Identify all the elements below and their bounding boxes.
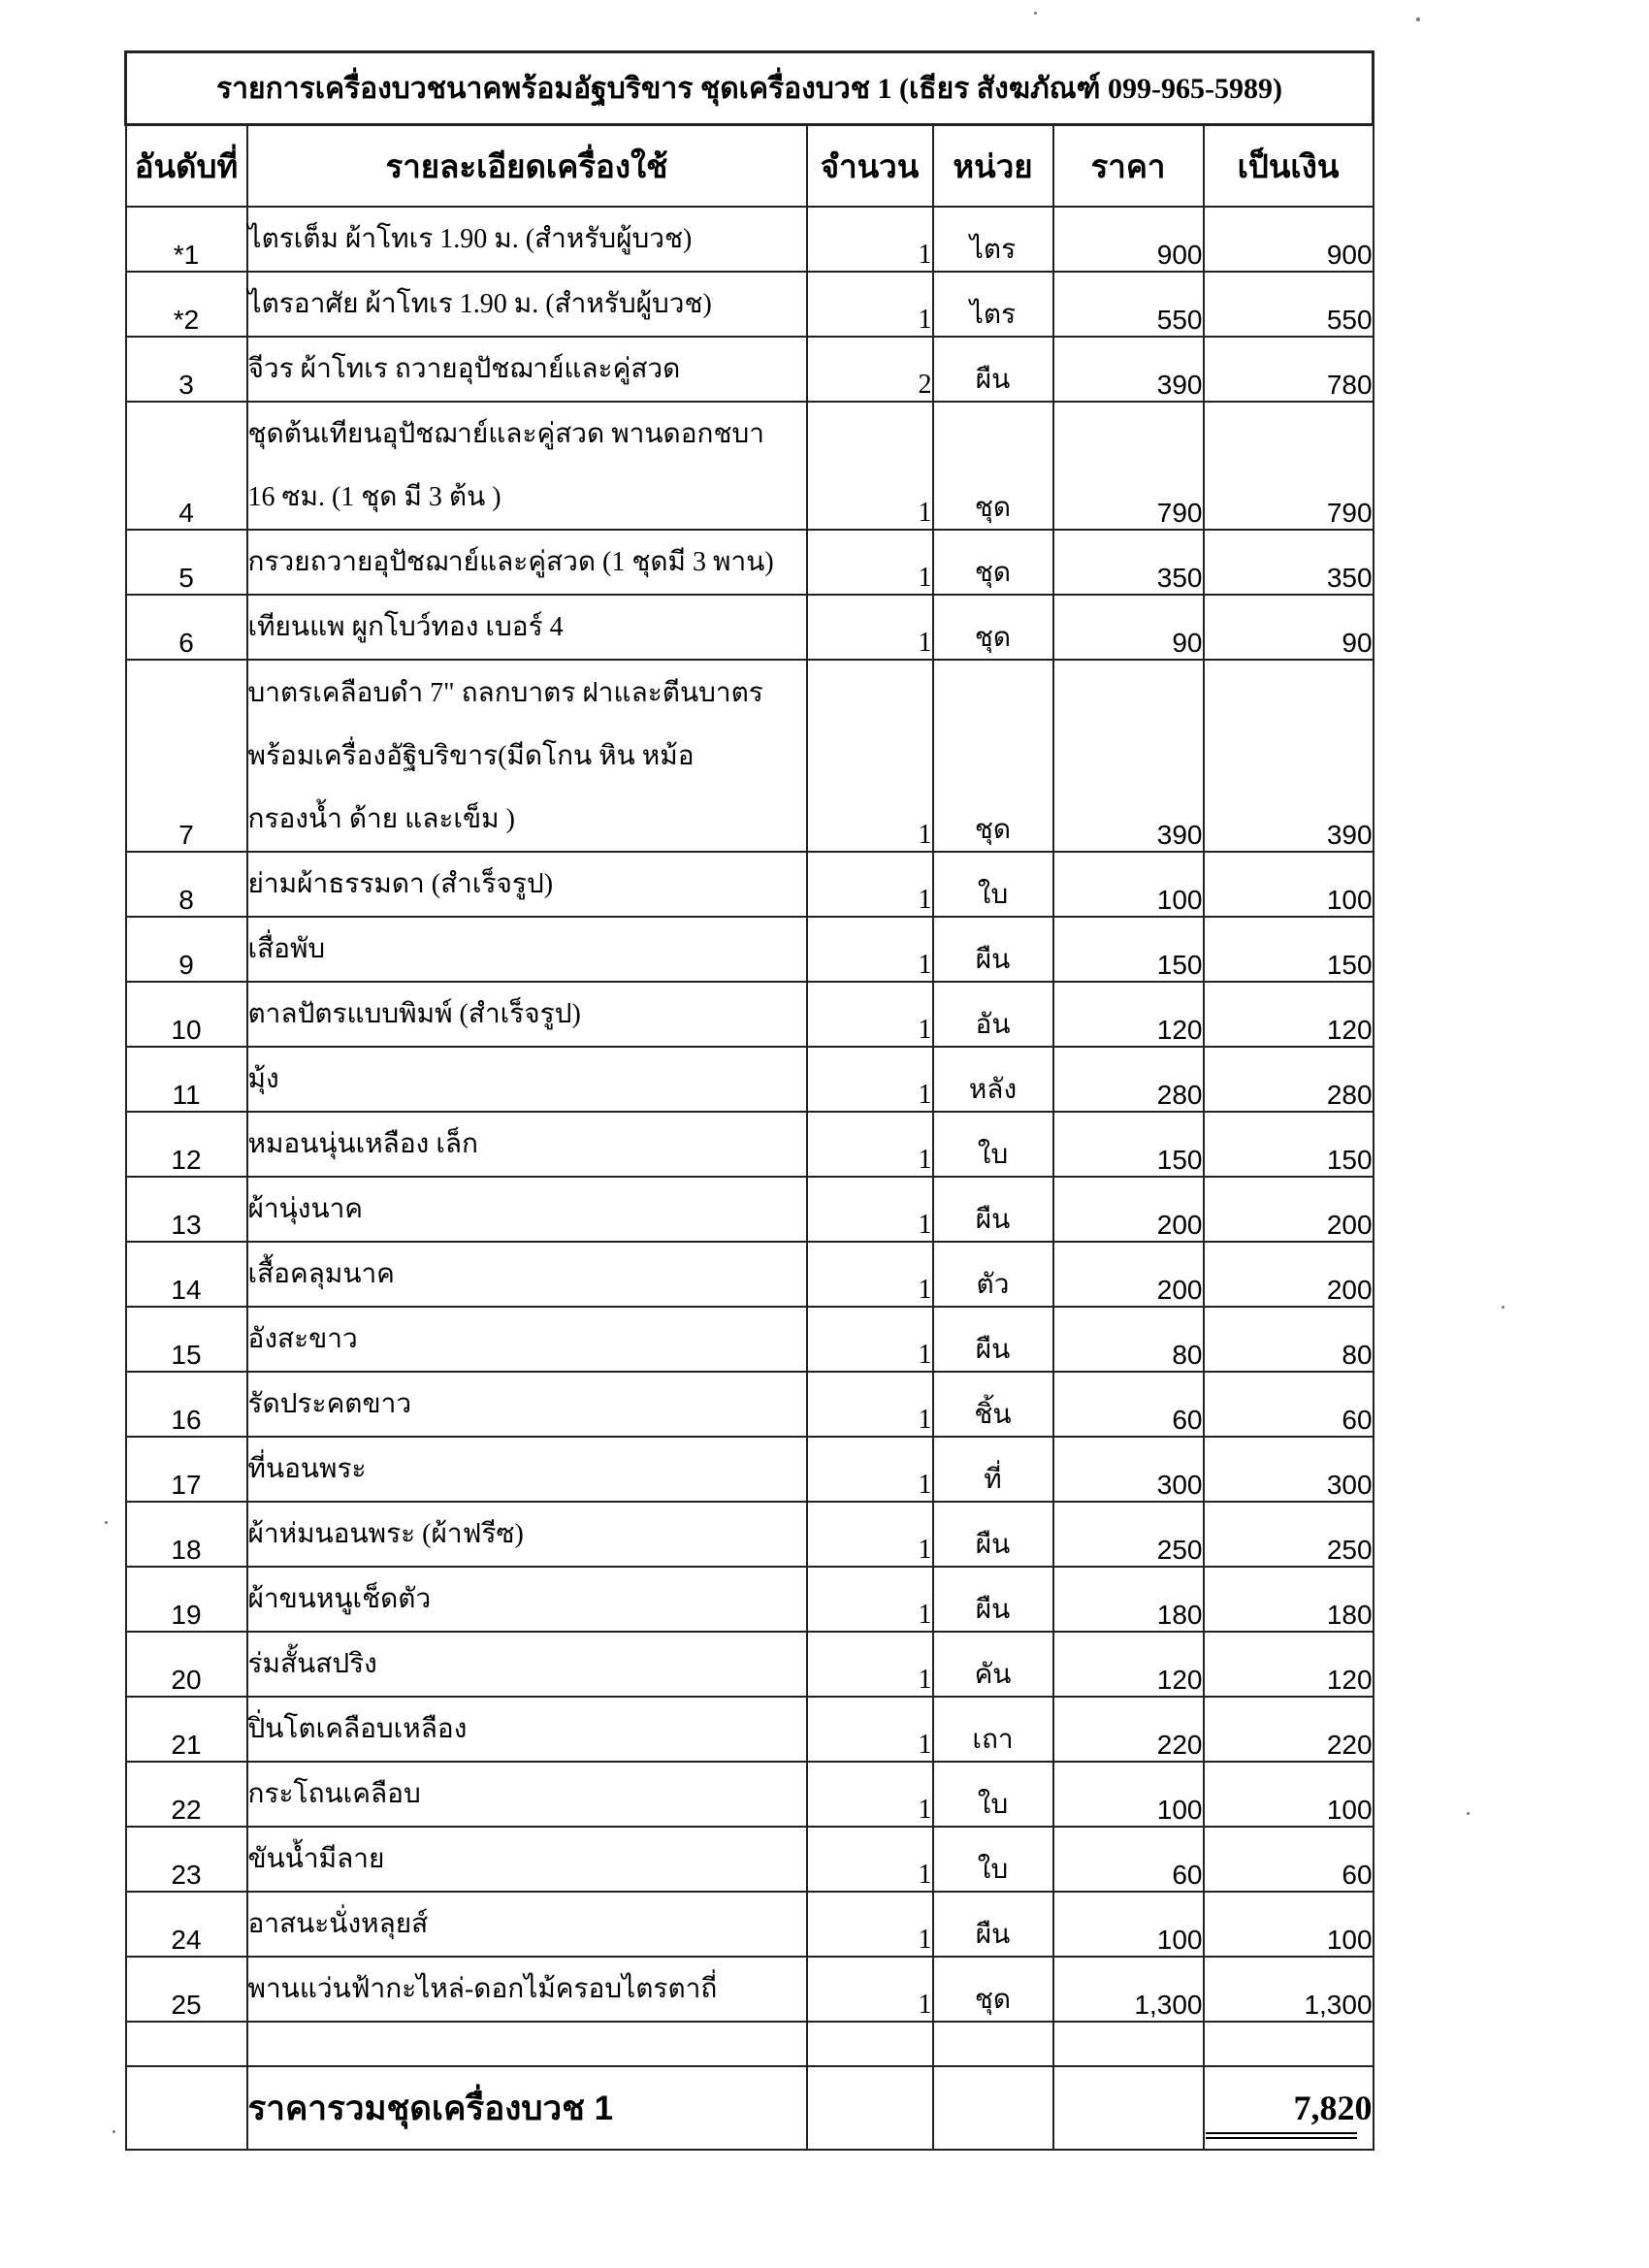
item-number: 7 bbox=[126, 660, 247, 852]
total-empty-cell bbox=[933, 2066, 1053, 2150]
item-description bbox=[247, 660, 807, 852]
table-row bbox=[126, 595, 1374, 660]
item-description bbox=[247, 1762, 807, 1827]
item-description bbox=[247, 1632, 807, 1697]
item-description bbox=[247, 917, 807, 982]
item-unit: ผืน bbox=[933, 1177, 1053, 1242]
item-description-line: ปิ่นโตเคลือบเหลือง bbox=[247, 1714, 468, 1744]
table-header-row bbox=[126, 125, 1374, 208]
table-row bbox=[126, 1307, 1374, 1372]
item-amount: 220 bbox=[1204, 1697, 1374, 1762]
table-row bbox=[126, 660, 1374, 852]
item-unit: ใบ bbox=[933, 852, 1053, 917]
table-row bbox=[126, 1567, 1374, 1632]
item-amount: 280 bbox=[1204, 1047, 1374, 1112]
item-number: 15 bbox=[126, 1307, 247, 1372]
item-amount: 80 bbox=[1204, 1307, 1374, 1372]
item-number: 19 bbox=[126, 1567, 247, 1632]
item-description bbox=[247, 852, 807, 917]
scan-speck bbox=[1502, 1306, 1504, 1309]
header-description: รายละเอียดเครื่องใช้ bbox=[247, 125, 807, 208]
table-row bbox=[126, 1437, 1374, 1502]
item-price: 100 bbox=[1053, 1762, 1204, 1827]
item-description bbox=[247, 1502, 807, 1567]
item-description bbox=[247, 337, 807, 402]
item-description bbox=[247, 1307, 807, 1372]
item-price: 350 bbox=[1053, 530, 1204, 595]
item-description bbox=[247, 1047, 807, 1112]
header-unit: หน่วย bbox=[933, 125, 1053, 208]
item-description-line: ชุดต้นเทียนอุปัชฌาย์และคู่สวด พานดอกชบา bbox=[247, 419, 764, 449]
item-description-line: ผ้าขนหนูเช็ดตัว bbox=[247, 1584, 432, 1614]
item-unit: ใบ bbox=[933, 1827, 1053, 1892]
item-unit: ผืน bbox=[933, 1502, 1053, 1567]
header-quantity: จำนวน bbox=[807, 125, 933, 208]
header-no: อันดับที่ bbox=[126, 125, 247, 208]
table-row bbox=[126, 207, 1374, 272]
item-amount: 300 bbox=[1204, 1437, 1374, 1502]
table-row bbox=[126, 337, 1374, 402]
item-description-line: เสื้อคลุมนาค bbox=[247, 1259, 395, 1289]
item-price: 60 bbox=[1053, 1827, 1204, 1892]
item-unit: คัน bbox=[933, 1632, 1053, 1697]
item-quantity: 1 bbox=[807, 660, 933, 852]
item-number: 21 bbox=[126, 1697, 247, 1762]
blank-cell bbox=[247, 2022, 807, 2066]
table-row bbox=[126, 272, 1374, 337]
table-row bbox=[126, 1112, 1374, 1177]
item-quantity: 1 bbox=[807, 1827, 933, 1892]
item-description-line: อังสะขาว bbox=[247, 1324, 358, 1354]
item-quantity: 1 bbox=[807, 1242, 933, 1307]
item-quantity: 1 bbox=[807, 852, 933, 917]
item-unit: ชุด bbox=[933, 530, 1053, 595]
item-quantity: 1 bbox=[807, 1632, 933, 1697]
item-unit: ตัว bbox=[933, 1242, 1053, 1307]
item-description bbox=[247, 1697, 807, 1762]
item-description-line: อาสนะนั่งหลุยส์ bbox=[247, 1909, 429, 1939]
item-description bbox=[247, 530, 807, 595]
item-description-line: บาตรเคลือบดำ 7" ถลกบาตร ฝาและตีนบาตร bbox=[247, 678, 763, 708]
item-number: 12 bbox=[126, 1112, 247, 1177]
item-quantity: 1 bbox=[807, 1762, 933, 1827]
item-price: 100 bbox=[1053, 852, 1204, 917]
item-description-line: ไตรอาศัย ผ้าโทเร 1.90 ม. (สำหรับผู้บวช) bbox=[247, 289, 712, 319]
total-amount-cell bbox=[1204, 2066, 1374, 2150]
item-number: 13 bbox=[126, 1177, 247, 1242]
table-row bbox=[126, 982, 1374, 1047]
table-row bbox=[126, 1697, 1374, 1762]
blank-cell bbox=[933, 2022, 1053, 2066]
item-number: *1 bbox=[126, 207, 247, 272]
total-label: ราคารวมชุดเครื่องบวช 1 bbox=[247, 2066, 807, 2150]
item-description-line: ผ้าห่มนอนพระ (ผ้าฟรีซ) bbox=[247, 1519, 524, 1549]
item-price: 90 bbox=[1053, 595, 1204, 660]
item-unit: ชุด bbox=[933, 595, 1053, 660]
item-price: 120 bbox=[1053, 1632, 1204, 1697]
item-description-line: พร้อมเครื่องอัฐิบริขาร(มีดโกน หิน หม้อ bbox=[247, 741, 695, 771]
item-description-line: ร่มสั้นสปริง bbox=[247, 1649, 377, 1679]
item-unit: ผืน bbox=[933, 1892, 1053, 1957]
item-quantity: 1 bbox=[807, 1307, 933, 1372]
item-unit: ชุด bbox=[933, 402, 1053, 530]
item-quantity: 1 bbox=[807, 1112, 933, 1177]
item-price: 390 bbox=[1053, 660, 1204, 852]
scan-speck bbox=[1034, 12, 1037, 15]
item-quantity: 1 bbox=[807, 207, 933, 272]
item-description bbox=[247, 1242, 807, 1307]
scan-speck bbox=[1416, 17, 1420, 21]
item-unit: ผืน bbox=[933, 1567, 1053, 1632]
scan-speck bbox=[105, 1521, 108, 1524]
total-row bbox=[126, 2066, 1374, 2150]
item-quantity: 1 bbox=[807, 595, 933, 660]
item-price: 60 bbox=[1053, 1372, 1204, 1437]
table-row bbox=[126, 1047, 1374, 1112]
item-price: 390 bbox=[1053, 337, 1204, 402]
item-description-line: ขันน้ำมีลาย bbox=[247, 1844, 385, 1874]
item-description bbox=[247, 1372, 807, 1437]
item-description bbox=[247, 1827, 807, 1892]
item-number: 8 bbox=[126, 852, 247, 917]
item-quantity: 1 bbox=[807, 1177, 933, 1242]
item-number: 3 bbox=[126, 337, 247, 402]
item-unit: อัน bbox=[933, 982, 1053, 1047]
item-amount: 100 bbox=[1204, 1762, 1374, 1827]
item-number: 4 bbox=[126, 402, 247, 530]
item-price: 150 bbox=[1053, 917, 1204, 982]
document-title: รายการเครื่องบวชนาคพร้อมอัฐบริขาร ชุดเครื่องบวช 1 (เธียร สังฆภัณฑ์ 099-965-5989) bbox=[126, 52, 1374, 125]
item-number: 6 bbox=[126, 595, 247, 660]
item-unit: ไตร bbox=[933, 272, 1053, 337]
item-amount: 150 bbox=[1204, 917, 1374, 982]
item-price: 150 bbox=[1053, 1112, 1204, 1177]
item-price: 200 bbox=[1053, 1242, 1204, 1307]
item-amount: 390 bbox=[1204, 660, 1374, 852]
item-description-line: พานแว่นฟ้ากะไหล่-ดอกไม้ครอบไตรตาถี่ bbox=[247, 1974, 718, 2004]
item-description bbox=[247, 272, 807, 337]
item-number: 16 bbox=[126, 1372, 247, 1437]
item-amount: 780 bbox=[1204, 337, 1374, 402]
item-description-line: ผ้านุ่งนาค bbox=[247, 1194, 364, 1224]
blank-cell bbox=[1204, 2022, 1374, 2066]
item-number: 20 bbox=[126, 1632, 247, 1697]
item-price: 250 bbox=[1053, 1502, 1204, 1567]
total-empty-cell bbox=[126, 2066, 247, 2150]
item-description-line: 16 ซม. (1 ชุด มี 3 ต้น ) bbox=[247, 482, 501, 512]
item-description bbox=[247, 207, 807, 272]
table-row bbox=[126, 1827, 1374, 1892]
item-number: 18 bbox=[126, 1502, 247, 1567]
item-quantity: 1 bbox=[807, 1437, 933, 1502]
item-price: 1,300 bbox=[1053, 1957, 1204, 2022]
item-unit: ใบ bbox=[933, 1112, 1053, 1177]
item-description-line: มุ้ง bbox=[247, 1064, 279, 1094]
item-unit: ชิ้น bbox=[933, 1372, 1053, 1437]
table-row bbox=[126, 1177, 1374, 1242]
blank-cell bbox=[807, 2022, 933, 2066]
item-price: 280 bbox=[1053, 1047, 1204, 1112]
item-unit: หลัง bbox=[933, 1047, 1053, 1112]
item-description bbox=[247, 402, 807, 530]
item-number: 25 bbox=[126, 1957, 247, 2022]
item-quantity: 1 bbox=[807, 1502, 933, 1567]
item-amount: 100 bbox=[1204, 852, 1374, 917]
item-quantity: 2 bbox=[807, 337, 933, 402]
item-unit: ผืน bbox=[933, 1307, 1053, 1372]
double-underline bbox=[1206, 2132, 1357, 2139]
item-quantity: 1 bbox=[807, 1372, 933, 1437]
item-price: 200 bbox=[1053, 1177, 1204, 1242]
item-amount: 60 bbox=[1204, 1372, 1374, 1437]
item-number: 24 bbox=[126, 1892, 247, 1957]
item-unit: ที่ bbox=[933, 1437, 1053, 1502]
item-unit: ชุด bbox=[933, 660, 1053, 852]
item-quantity: 1 bbox=[807, 272, 933, 337]
item-quantity: 1 bbox=[807, 917, 933, 982]
item-quantity: 1 bbox=[807, 1892, 933, 1957]
item-number: 23 bbox=[126, 1827, 247, 1892]
item-number: 11 bbox=[126, 1047, 247, 1112]
item-number: 22 bbox=[126, 1762, 247, 1827]
item-description-line: ย่ามผ้าธรรมดา (สำเร็จรูป) bbox=[247, 869, 554, 899]
table-row bbox=[126, 530, 1374, 595]
total-empty-cell bbox=[807, 2066, 933, 2150]
item-description bbox=[247, 982, 807, 1047]
price-list-table bbox=[124, 50, 1374, 2151]
item-amount: 1,300 bbox=[1204, 1957, 1374, 2022]
item-number: 9 bbox=[126, 917, 247, 982]
item-number: 10 bbox=[126, 982, 247, 1047]
item-amount: 200 bbox=[1204, 1177, 1374, 1242]
table-row bbox=[126, 1372, 1374, 1437]
item-unit: ผืน bbox=[933, 917, 1053, 982]
item-price: 900 bbox=[1053, 207, 1204, 272]
item-number: 17 bbox=[126, 1437, 247, 1502]
scan-speck bbox=[113, 2130, 115, 2133]
item-price: 80 bbox=[1053, 1307, 1204, 1372]
item-unit: ไตร bbox=[933, 207, 1053, 272]
item-amount: 100 bbox=[1204, 1892, 1374, 1957]
item-description-line: กระโถนเคลือบ bbox=[247, 1779, 421, 1809]
item-amount: 200 bbox=[1204, 1242, 1374, 1307]
item-price: 120 bbox=[1053, 982, 1204, 1047]
table-row bbox=[126, 1632, 1374, 1697]
scan-speck bbox=[1467, 1812, 1470, 1815]
item-price: 100 bbox=[1053, 1892, 1204, 1957]
table-body bbox=[126, 207, 1374, 2022]
item-quantity: 1 bbox=[807, 1047, 933, 1112]
item-description bbox=[247, 595, 807, 660]
item-unit: ชุด bbox=[933, 1957, 1053, 2022]
item-amount: 350 bbox=[1204, 530, 1374, 595]
item-number: 5 bbox=[126, 530, 247, 595]
item-description-line: ตาลปัตรแบบพิมพ์ (สำเร็จรูป) bbox=[247, 999, 581, 1029]
item-price: 180 bbox=[1053, 1567, 1204, 1632]
item-quantity: 1 bbox=[807, 1957, 933, 2022]
header-price: ราคา bbox=[1053, 125, 1204, 208]
item-description-line: ที่นอนพระ bbox=[247, 1454, 367, 1484]
blank-cell bbox=[1053, 2022, 1204, 2066]
item-description-line: กรองน้ำ ด้าย และเข็ม ) bbox=[247, 804, 515, 834]
item-description-line: เสื่อพับ bbox=[247, 934, 326, 964]
item-number: 14 bbox=[126, 1242, 247, 1307]
item-amount: 790 bbox=[1204, 402, 1374, 530]
item-description-line: เทียนแพ ผูกโบว์ทอง เบอร์ 4 bbox=[247, 612, 564, 642]
item-amount: 60 bbox=[1204, 1827, 1374, 1892]
total-amount: 7,820 bbox=[1293, 2089, 1373, 2127]
item-quantity: 1 bbox=[807, 402, 933, 530]
item-unit: ผืน bbox=[933, 337, 1053, 402]
table-row bbox=[126, 852, 1374, 917]
item-description-line: กรวยถวายอุปัชฌาย์และคู่สวด (1 ชุดมี 3 พาน) bbox=[247, 547, 774, 577]
item-amount: 150 bbox=[1204, 1112, 1374, 1177]
item-amount: 250 bbox=[1204, 1502, 1374, 1567]
item-amount: 550 bbox=[1204, 272, 1374, 337]
item-price: 300 bbox=[1053, 1437, 1204, 1502]
table-row bbox=[126, 1502, 1374, 1567]
table-row bbox=[126, 1242, 1374, 1307]
item-price: 220 bbox=[1053, 1697, 1204, 1762]
item-price: 550 bbox=[1053, 272, 1204, 337]
item-description bbox=[247, 1567, 807, 1632]
item-price: 790 bbox=[1053, 402, 1204, 530]
item-description bbox=[247, 1892, 807, 1957]
item-quantity: 1 bbox=[807, 1567, 933, 1632]
item-amount: 900 bbox=[1204, 207, 1374, 272]
item-description-line: ไตรเต็ม ผ้าโทเร 1.90 ม. (สำหรับผู้บวช) bbox=[247, 224, 693, 254]
item-amount: 180 bbox=[1204, 1567, 1374, 1632]
header-amount: เป็นเงิน bbox=[1204, 125, 1374, 208]
item-quantity: 1 bbox=[807, 1697, 933, 1762]
table-row bbox=[126, 402, 1374, 530]
item-unit: ใบ bbox=[933, 1762, 1053, 1827]
blank-cell bbox=[126, 2022, 247, 2066]
table-row bbox=[126, 1892, 1374, 1957]
item-amount: 120 bbox=[1204, 1632, 1374, 1697]
item-description bbox=[247, 1177, 807, 1242]
table-row bbox=[126, 1762, 1374, 1827]
item-description-line: จีวร ผ้าโทเร ถวายอุปัชฌาย์และคู่สวด bbox=[247, 354, 681, 384]
item-unit: เถา bbox=[933, 1697, 1053, 1762]
item-description-line: รัดประคตขาว bbox=[247, 1389, 412, 1419]
item-amount: 90 bbox=[1204, 595, 1374, 660]
total-empty-cell bbox=[1053, 2066, 1204, 2150]
item-amount: 120 bbox=[1204, 982, 1374, 1047]
item-quantity: 1 bbox=[807, 530, 933, 595]
blank-row bbox=[126, 2022, 1374, 2066]
table-row bbox=[126, 1957, 1374, 2022]
item-description bbox=[247, 1957, 807, 2022]
item-number: *2 bbox=[126, 272, 247, 337]
table-row bbox=[126, 917, 1374, 982]
item-quantity: 1 bbox=[807, 982, 933, 1047]
item-description bbox=[247, 1437, 807, 1502]
item-description bbox=[247, 1112, 807, 1177]
item-description-line: หมอนนุ่นเหลือง เล็ก bbox=[247, 1129, 479, 1159]
